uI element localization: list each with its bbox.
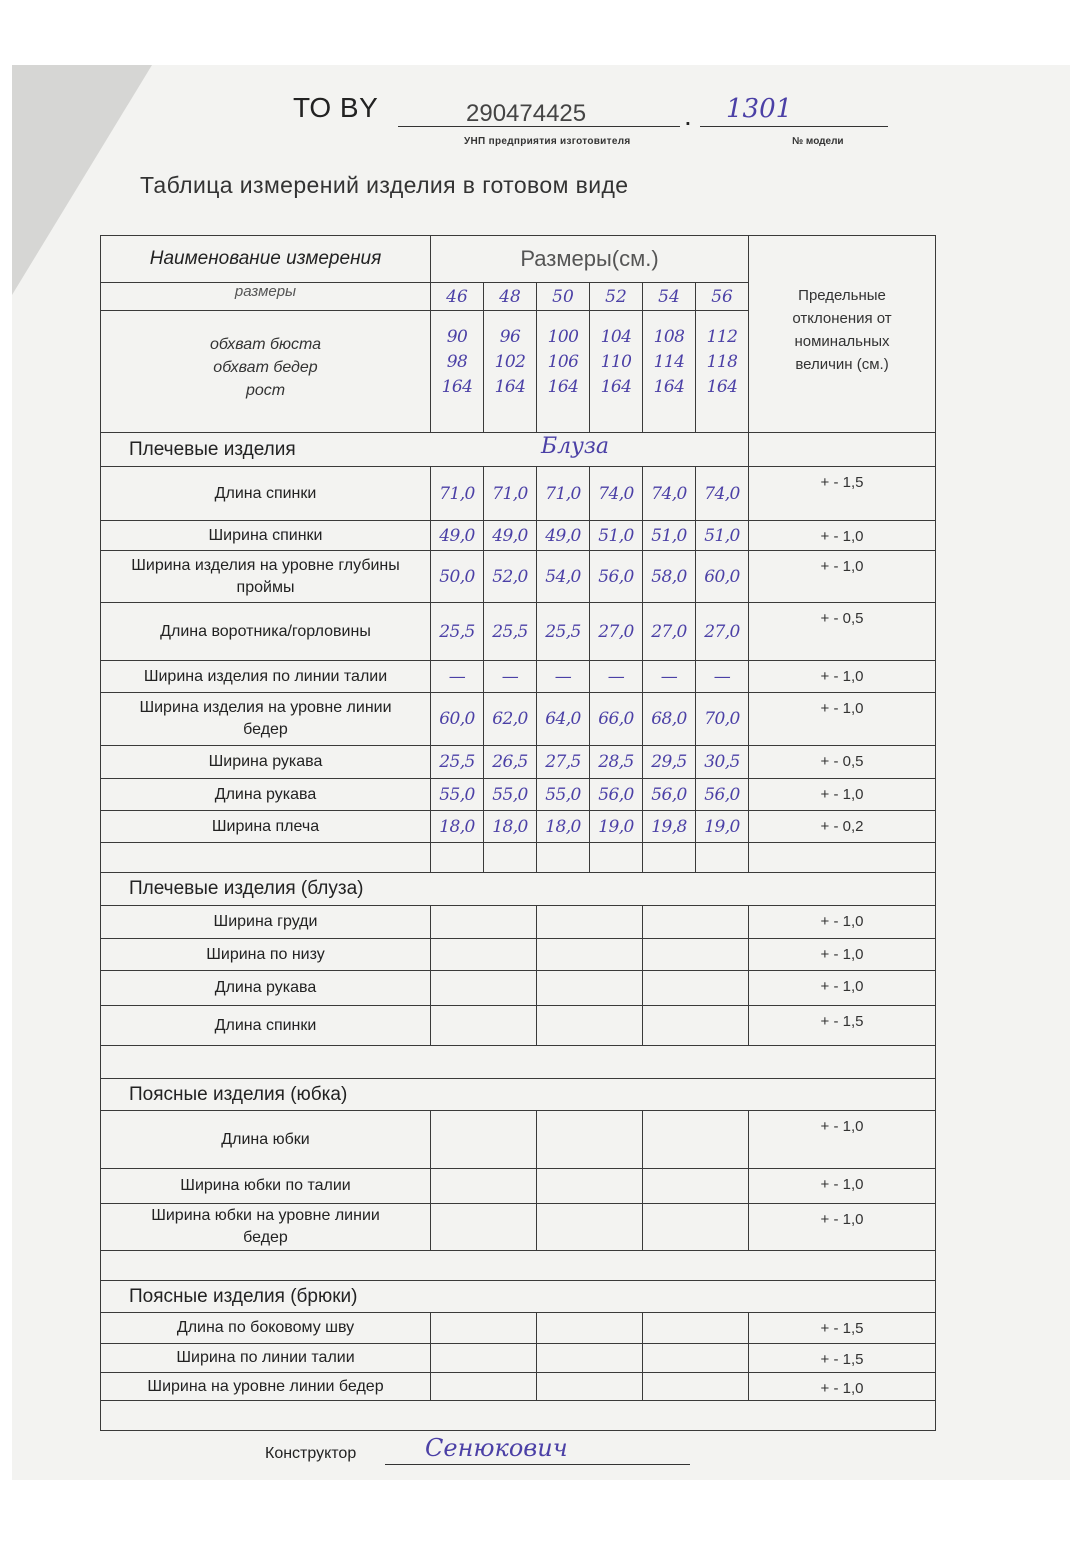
body-measurement-label: обхват бюста [209, 336, 322, 353]
size-value-cell [643, 1373, 749, 1401]
size-value-cell [643, 1313, 749, 1344]
empty-row [101, 1401, 936, 1431]
size-value: 60,0 [696, 551, 749, 603]
size-value-cell [643, 939, 749, 971]
empty-cell [431, 843, 484, 873]
size-value-cell [537, 1204, 643, 1251]
designer-signature: Сенюкович [425, 1434, 568, 1462]
tolerance-value: + - 1,0 [749, 779, 936, 811]
empty-cell [590, 843, 643, 873]
measurement-label: Ширина юбки на уровне линии бедер [101, 1204, 431, 1251]
measurement-label: Ширина юбки по талии [101, 1169, 431, 1204]
size-value: 25,5 [431, 603, 484, 661]
size-number: 56 [696, 283, 749, 311]
size-value-cell [537, 1111, 643, 1169]
measurement-row [101, 467, 936, 521]
size-value: 56,0 [590, 551, 643, 603]
section-title: Плечевые изделия (блуза) [129, 878, 364, 899]
size-value: 19,0 [590, 811, 643, 843]
tolerance-value: + - 1,0 [749, 693, 936, 746]
size-value: — [696, 661, 749, 693]
sizes-header: Размеры(см.) [431, 236, 749, 283]
model-caption: № модели [792, 136, 844, 147]
size-value: 68,0 [643, 693, 696, 746]
size-value-cell [431, 939, 537, 971]
tolerance-value: + - 1,0 [749, 1204, 936, 1251]
empty-cell [696, 843, 749, 873]
size-value: 25,5 [431, 746, 484, 779]
body-values-cell [590, 311, 643, 433]
body-value: 96 [499, 327, 521, 347]
measurement-label: Длина рукава [101, 779, 431, 811]
body-value: 164 [706, 377, 738, 397]
size-value: 66,0 [590, 693, 643, 746]
section-title-cell [101, 1079, 936, 1111]
size-value: 29,5 [643, 746, 696, 779]
size-value-cell [431, 1313, 537, 1344]
size-value: 71,0 [484, 467, 537, 521]
measurement-label: Ширина плеча [101, 811, 431, 843]
section-row [101, 1281, 936, 1313]
size-value: 19,8 [643, 811, 696, 843]
empty-cell [643, 843, 696, 873]
body-value: 118 [706, 352, 738, 372]
measurement-row [101, 603, 936, 661]
size-value: 56,0 [696, 779, 749, 811]
size-value: 64,0 [537, 693, 590, 746]
measurement-row [101, 661, 936, 693]
measurement-row [101, 521, 936, 551]
size-value: 27,0 [590, 603, 643, 661]
table-header-row [101, 236, 936, 283]
measurement-label: Длина спинки [101, 467, 431, 521]
measurement-row [101, 746, 936, 779]
size-value: 55,0 [484, 779, 537, 811]
designer-signature-line [385, 1434, 690, 1465]
size-value-cell [643, 1006, 749, 1046]
section-title: Поясные изделия (брюки) [129, 1285, 358, 1307]
size-value-cell [431, 1111, 537, 1169]
measurement-row [101, 779, 936, 811]
size-value-cell [643, 1169, 749, 1204]
tolerance-value: + - 1,0 [749, 1111, 936, 1169]
size-value: 19,0 [696, 811, 749, 843]
size-value-cell [643, 971, 749, 1006]
tolerance-value: + - 1,0 [749, 939, 936, 971]
empty-cell [749, 843, 936, 873]
size-value: 56,0 [590, 779, 643, 811]
measurement-row [101, 1373, 936, 1401]
tolerance-value: + - 0,2 [749, 811, 936, 843]
size-value: 71,0 [537, 467, 590, 521]
section-title-cell [101, 1281, 936, 1313]
size-value: — [484, 661, 537, 693]
body-values-cell [643, 311, 696, 433]
measurement-label: Ширина на уровне линии бедер [101, 1373, 431, 1401]
size-value-cell [537, 1373, 643, 1401]
size-value-cell [537, 1313, 643, 1344]
separator-dot: . [684, 100, 692, 131]
section-row [101, 1079, 936, 1111]
measurement-row [101, 1313, 936, 1344]
size-value: 56,0 [643, 779, 696, 811]
body-values-cell [431, 311, 484, 433]
size-value: — [431, 661, 484, 693]
size-value-cell [537, 971, 643, 1006]
measurement-label: Длина юбки [101, 1111, 431, 1169]
measurement-label: Ширина по низу [101, 939, 431, 971]
measurement-label: Длина воротника/горловины [101, 603, 431, 661]
body-measurement-label: рост [245, 382, 286, 399]
size-value-cell [431, 1169, 537, 1204]
section-title-cell [101, 873, 936, 906]
size-value-cell [431, 971, 537, 1006]
measurement-row [101, 693, 936, 746]
size-value: 62,0 [484, 693, 537, 746]
body-value: 114 [653, 352, 685, 372]
size-value: 74,0 [590, 467, 643, 521]
size-value: 74,0 [696, 467, 749, 521]
size-value-cell [537, 1344, 643, 1373]
size-value-cell [643, 1344, 749, 1373]
section-note: Блуза [541, 434, 610, 459]
measurement-label: Ширина изделия по линии талии [101, 661, 431, 693]
size-value-cell [431, 1204, 537, 1251]
body-values-cell [696, 311, 749, 433]
size-value: 18,0 [431, 811, 484, 843]
size-value: 49,0 [537, 521, 590, 551]
document-title: Таблица измерений изделия в готовом виде [140, 172, 629, 198]
size-value: 70,0 [696, 693, 749, 746]
tolerance-value: + - 1,0 [749, 906, 936, 939]
size-value: 49,0 [484, 521, 537, 551]
tolerance-value: + - 1,5 [749, 1344, 936, 1373]
tolerance-value: + - 1,0 [749, 1373, 936, 1401]
empty-cell [101, 843, 431, 873]
body-value: 112 [706, 327, 738, 347]
size-value-cell [643, 906, 749, 939]
standard-prefix: ТО BY [293, 92, 379, 123]
unp-value: 290474425 [466, 100, 587, 127]
size-value: 27,0 [696, 603, 749, 661]
size-value: 52,0 [484, 551, 537, 603]
sizes-label: размеры [101, 283, 431, 311]
size-value: 27,5 [537, 746, 590, 779]
size-value: 18,0 [537, 811, 590, 843]
body-value: 108 [653, 327, 685, 347]
size-value: 18,0 [484, 811, 537, 843]
body-value: 104 [600, 327, 632, 347]
designer-label: Конструктор [265, 1445, 357, 1462]
size-value-cell [431, 1006, 537, 1046]
size-value-cell [431, 1344, 537, 1373]
measurement-label: Ширина груди [101, 906, 431, 939]
body-value: 102 [494, 352, 526, 372]
tolerance-value: + - 0,5 [749, 746, 936, 779]
size-number: 54 [643, 283, 696, 311]
size-number: 46 [431, 283, 484, 311]
size-value: 54,0 [537, 551, 590, 603]
section-title-cell [101, 433, 749, 467]
size-value: 60,0 [431, 693, 484, 746]
body-values-cell [484, 311, 537, 433]
measurement-label: Ширина изделия на уровне линии бедер [101, 693, 431, 746]
body-measurement-labels [101, 311, 431, 433]
size-number: 52 [590, 283, 643, 311]
body-measurement-label: обхват бедер [213, 359, 318, 376]
measurement-row [101, 1006, 936, 1046]
size-value: 26,5 [484, 746, 537, 779]
body-value: 164 [494, 377, 526, 397]
tolerance-value: + - 1,0 [749, 971, 936, 1006]
measurement-table [100, 235, 936, 1431]
body-value: 164 [600, 377, 632, 397]
size-value-cell [431, 1373, 537, 1401]
size-value-cell [537, 939, 643, 971]
body-value: 164 [547, 377, 579, 397]
size-value: 55,0 [537, 779, 590, 811]
body-value: 110 [600, 352, 632, 372]
empty-cell [484, 843, 537, 873]
empty-row [101, 1046, 936, 1079]
section-row [101, 873, 936, 906]
size-value: 51,0 [590, 521, 643, 551]
size-number: 50 [537, 283, 590, 311]
measurement-row [101, 551, 936, 603]
size-value-cell [431, 906, 537, 939]
body-value: 164 [653, 377, 685, 397]
body-value: 164 [441, 377, 473, 397]
measurement-row [101, 811, 936, 843]
size-value: 55,0 [431, 779, 484, 811]
measurement-label: Ширина спинки [101, 521, 431, 551]
body-value: 106 [547, 352, 579, 372]
measurement-label: Длина спинки [101, 1006, 431, 1046]
tolerance-cell [749, 433, 936, 467]
measurement-label: Ширина по линии талии [101, 1344, 431, 1373]
tolerance-value: + - 0,5 [749, 603, 936, 661]
empty-cell [101, 1401, 936, 1431]
body-value: 98 [446, 352, 468, 372]
size-value: — [590, 661, 643, 693]
empty-cell [537, 843, 590, 873]
tolerance-value: + - 1,5 [749, 1006, 936, 1046]
section-row [101, 433, 936, 467]
size-value: 25,5 [484, 603, 537, 661]
measurement-row [101, 1344, 936, 1373]
body-values-cell [537, 311, 590, 433]
size-value: 71,0 [431, 467, 484, 521]
empty-cell [101, 1046, 936, 1079]
size-value: 49,0 [431, 521, 484, 551]
body-value: 90 [446, 327, 468, 347]
size-value: — [537, 661, 590, 693]
measurement-row [101, 1169, 936, 1204]
size-value: 58,0 [643, 551, 696, 603]
tolerance-value: + - 1,0 [749, 551, 936, 603]
empty-cell [101, 1251, 936, 1281]
empty-row [101, 1251, 936, 1281]
size-value: — [643, 661, 696, 693]
measurement-label: Длина рукава [101, 971, 431, 1006]
size-value-cell [537, 906, 643, 939]
measurement-row [101, 1111, 936, 1169]
tolerance-value: + - 1,0 [749, 1169, 936, 1204]
size-value-cell [643, 1111, 749, 1169]
size-value: 25,5 [537, 603, 590, 661]
measurement-label: Ширина изделия на уровне глубины проймы [101, 551, 431, 603]
section-title: Плечевые изделия [129, 438, 296, 460]
column-name-header: Наименование измерения [101, 236, 431, 283]
body-value: 100 [547, 327, 579, 347]
size-value: 27,0 [643, 603, 696, 661]
measurement-label: Длина по боковому шву [101, 1313, 431, 1344]
size-value: 50,0 [431, 551, 484, 603]
unp-field [398, 98, 680, 127]
measurement-row [101, 906, 936, 939]
size-value: 74,0 [643, 467, 696, 521]
empty-row [101, 843, 936, 873]
tolerance-header: Предельные отклонения от номинальных величин (см.) [749, 236, 936, 433]
model-number: 1301 [726, 94, 793, 124]
model-field [700, 94, 888, 127]
measurement-label: Ширина рукава [101, 746, 431, 779]
measurement-table-body [101, 236, 936, 1431]
measurement-row [101, 939, 936, 971]
size-value: 30,5 [696, 746, 749, 779]
size-value: 28,5 [590, 746, 643, 779]
size-value-cell [537, 1169, 643, 1204]
unp-caption: УНП предприятия изготовителя [464, 136, 631, 147]
size-number: 48 [484, 283, 537, 311]
size-value-cell [537, 1006, 643, 1046]
tolerance-value: + - 1,0 [749, 661, 936, 693]
measurement-row [101, 971, 936, 1006]
tolerance-value: + - 1,5 [749, 467, 936, 521]
section-title: Поясные изделия (юбка) [129, 1083, 348, 1105]
tolerance-value: + - 1,0 [749, 521, 936, 551]
size-value: 51,0 [643, 521, 696, 551]
size-value: 51,0 [696, 521, 749, 551]
size-value-cell [643, 1204, 749, 1251]
tolerance-value: + - 1,5 [749, 1313, 936, 1344]
measurement-row [101, 1204, 936, 1251]
